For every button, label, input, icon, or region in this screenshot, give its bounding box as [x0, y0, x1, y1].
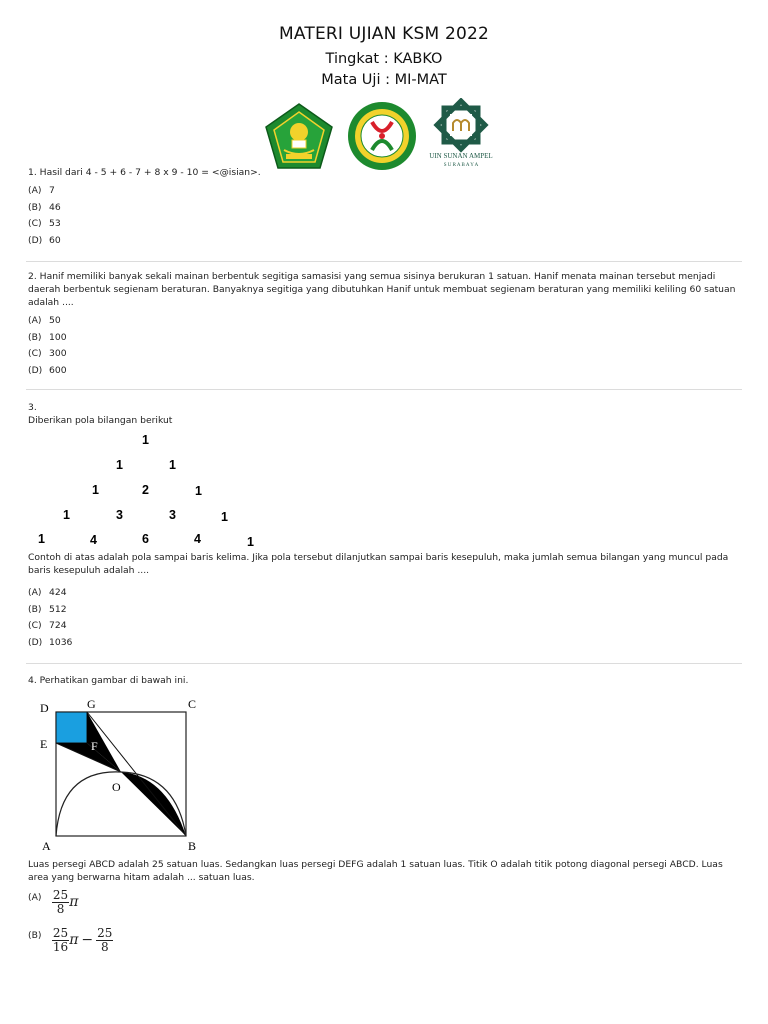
pi-symbol: π: [69, 894, 79, 910]
pattern-number: 3: [169, 508, 176, 522]
geometry-figure: [36, 694, 216, 854]
question-divider: [26, 261, 742, 262]
question-2-text: 2. Hanif memiliki banyak sekali mainan berbentuk segitiga samasisi yang semua sisinya berukuran 1 satuan. Hanif menata mainan tersebut menjadi daerah berbentuk segienam beraturan. Banyaknya segitiga yang dibutuhkan Hanif untuk membuat segienam beraturan yang memiliki keliling 60 satuan adalah ....: [28, 271, 736, 308]
fraction-numerator: 25: [52, 888, 69, 902]
pattern-number: 1: [247, 535, 254, 549]
option-value: 1036: [49, 636, 73, 648]
question-2: [28, 270, 742, 379]
figure-label-f: F: [91, 739, 98, 753]
option-c[interactable]: [28, 216, 742, 233]
option-value: 100: [49, 331, 67, 343]
pattern-number: 1: [116, 458, 123, 472]
pattern-number: 1: [38, 532, 45, 546]
question-3-text: Contoh di atas adalah pola sampai baris kelima. Jika pola tersebut dilanjutkan sampai baris kesepuluh, maka jumlah semua bilangan yang muncul pada baris kesepuluh adalah ....: [28, 552, 729, 576]
option-label: (B): [28, 201, 42, 213]
kemenag-logo: [264, 102, 334, 170]
figure-label-o: O: [112, 780, 121, 794]
option-label: (A): [28, 185, 42, 196]
question-divider: [26, 663, 742, 664]
pattern-number: 1: [195, 484, 202, 498]
pattern-number: 1: [142, 433, 149, 447]
option-b[interactable]: [28, 927, 742, 963]
ksm-logo: [346, 100, 418, 172]
option-label: (D): [28, 364, 43, 376]
option-c[interactable]: [28, 346, 742, 363]
fraction: [52, 927, 69, 954]
subject-label: Mata Uji : MI-MAT: [321, 72, 447, 88]
question-1-text: 1. Hasil dari 4 - 5 + 6 - 7 + 8 x 9 - 10 = <@isian>.: [28, 167, 261, 178]
pi-symbol: π: [69, 932, 79, 948]
option-c[interactable]: [28, 618, 742, 635]
minus-sign: −: [81, 932, 94, 948]
option-d[interactable]: [28, 635, 742, 652]
option-a[interactable]: [28, 889, 742, 925]
option-label: (C): [28, 218, 42, 229]
option-label: (B): [28, 331, 42, 343]
fraction-numerator: 25: [97, 926, 113, 940]
document-header: [0, 24, 768, 88]
figure-label-e: E: [40, 737, 48, 751]
option-value: 53: [49, 218, 61, 229]
fraction: [52, 889, 69, 916]
figure-label-d: D: [40, 701, 49, 715]
question-3-intro: Diberikan pola bilangan berikut: [28, 415, 173, 426]
option-value: 600: [49, 364, 67, 376]
question-4-body: [28, 858, 742, 884]
option-d[interactable]: [28, 233, 742, 250]
pattern-number: 1: [92, 483, 99, 497]
option-value: 60: [49, 234, 61, 246]
option-value: 46: [49, 201, 61, 213]
option-d[interactable]: [28, 363, 742, 380]
level-label: Tingkat : KABKO: [325, 51, 443, 67]
pattern-number: 1: [221, 510, 228, 524]
option-value: 7: [49, 185, 55, 196]
uin-sunan-ampel-logo: [424, 98, 498, 172]
option-label: (B): [28, 603, 42, 615]
option-value: 50: [49, 315, 61, 326]
page-title: MATERI UJIAN KSM 2022: [278, 24, 490, 44]
question-3-body: [28, 551, 742, 651]
question-4-options: [28, 889, 742, 963]
figure-label-a: A: [42, 839, 51, 853]
logo-caption-line2: S U R A B A Y A: [443, 163, 479, 168]
question-3: [28, 401, 742, 427]
question-4-intro-block: [28, 674, 742, 687]
fraction: [96, 927, 113, 954]
option-b[interactable]: [28, 200, 742, 217]
figure-label-g: G: [87, 697, 96, 711]
option-label: (D): [28, 636, 43, 648]
pattern-number: 1: [169, 458, 176, 472]
option-b[interactable]: [28, 330, 742, 347]
pattern-number: 3: [116, 508, 123, 522]
option-a[interactable]: [28, 585, 742, 602]
fraction-numerator: 25: [52, 926, 69, 940]
option-value: 424: [49, 587, 67, 598]
logo-caption-line1: UIN SUNAN AMPEL: [429, 152, 493, 160]
question-1: [28, 166, 742, 249]
figure-label-b: B: [188, 839, 197, 853]
pattern-number: 2: [142, 483, 149, 497]
option-value: 512: [49, 603, 67, 615]
option-value: 724: [49, 620, 67, 631]
pattern-number: 1: [63, 508, 70, 522]
pattern-number: 4: [194, 532, 201, 546]
fraction-denominator: 8: [96, 940, 113, 954]
option-a[interactable]: [28, 183, 742, 200]
option-label: (A): [28, 587, 42, 598]
question-3-number: 3.: [28, 402, 37, 413]
option-label: (A): [28, 892, 42, 903]
pattern-number: 4: [90, 533, 97, 547]
option-b[interactable]: [28, 602, 742, 619]
option-a[interactable]: [28, 313, 742, 330]
option-label: (B): [28, 930, 42, 941]
option-label: (D): [28, 234, 43, 246]
logo-row: [0, 98, 768, 172]
option-label: (A): [28, 315, 42, 326]
option-label: (C): [28, 348, 42, 359]
pattern-number: 6: [142, 532, 149, 546]
fraction-denominator: 16: [52, 940, 69, 954]
figure-label-c: C: [188, 697, 197, 711]
question-divider: [26, 389, 742, 390]
question-4-intro: 4. Perhatikan gambar di bawah ini.: [28, 675, 189, 686]
option-label: (C): [28, 620, 42, 631]
fraction-denominator: 8: [52, 902, 69, 916]
question-4-text: Luas persegi ABCD adalah 25 satuan luas. Sedangkan luas persegi DEFG adalah 1 satuan luas. Titik O adalah titik potong diagonal persegi ABCD. Luas area yang berwarna hitam adalah ... satuan luas.: [28, 859, 723, 883]
option-value: 300: [49, 348, 67, 359]
